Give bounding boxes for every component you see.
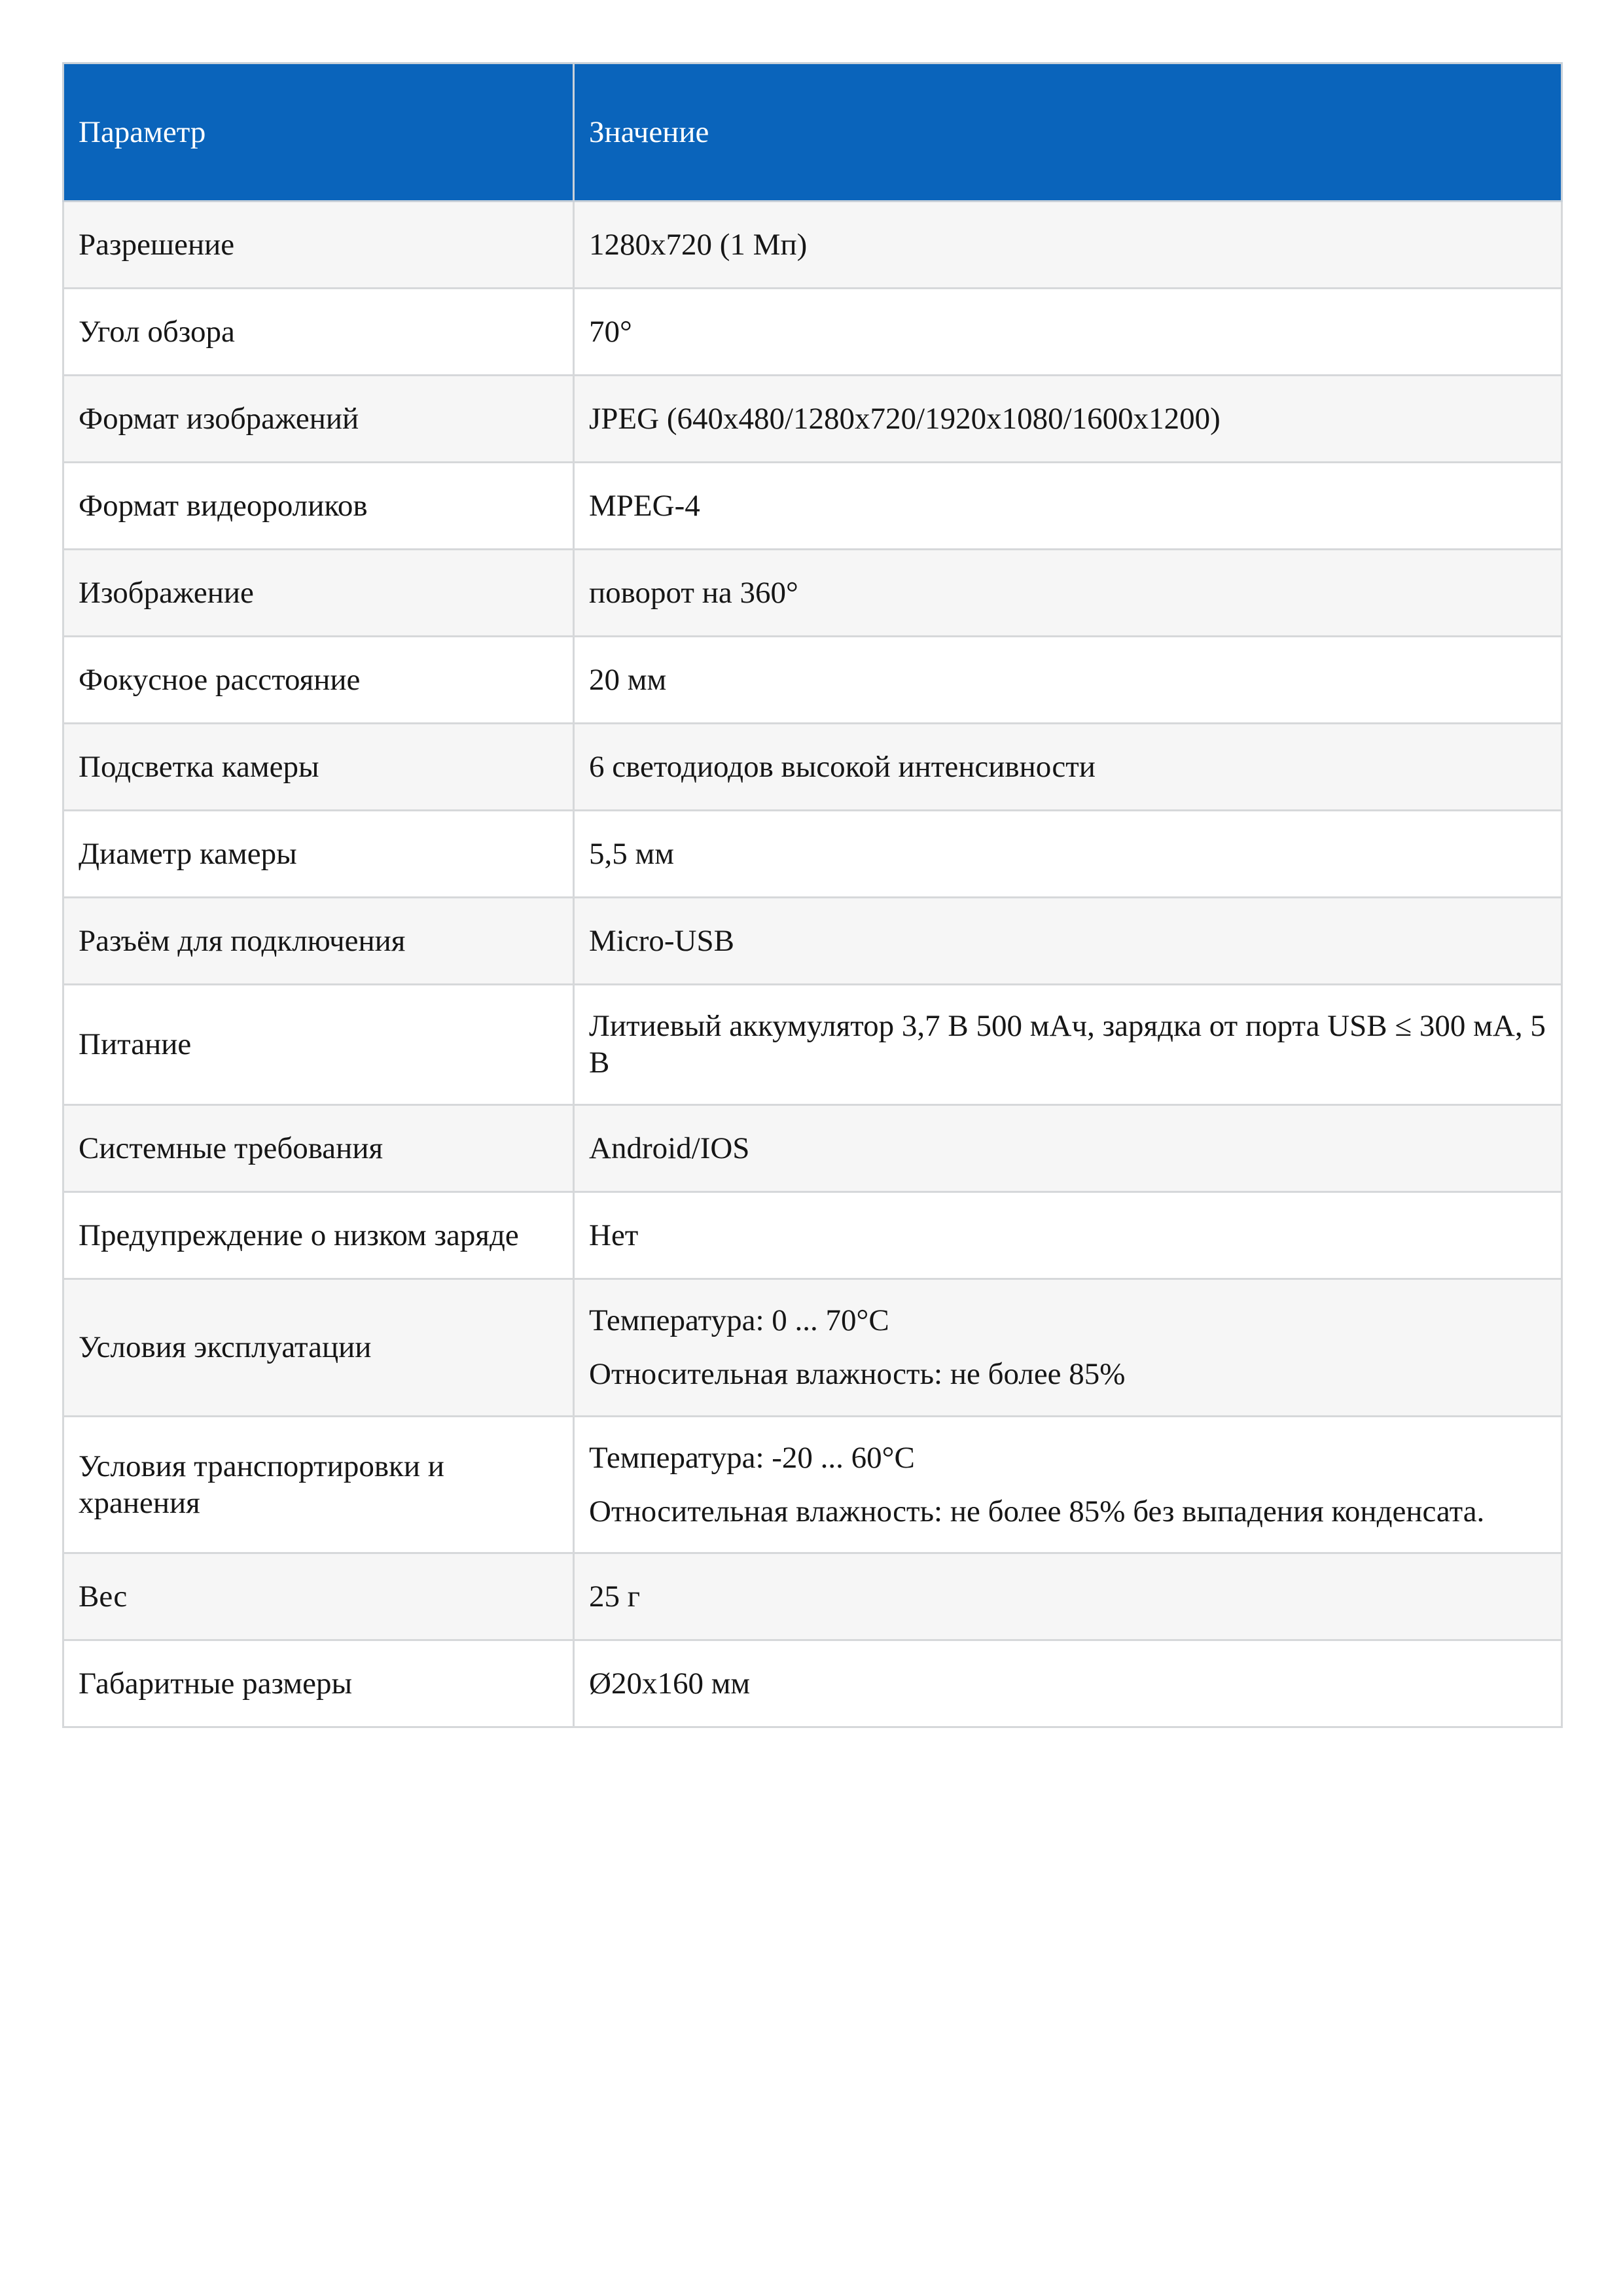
value-cell — [574, 985, 1562, 1105]
value-line: Android/IOS — [589, 1131, 750, 1165]
table-row — [63, 463, 1562, 550]
param-cell: Изображение — [63, 550, 574, 637]
param-cell: Предупреждение о низком заряде — [63, 1192, 574, 1279]
param-cell: Формат видеороликов — [63, 463, 574, 550]
table-row — [63, 1192, 1562, 1279]
param-cell: Фокусное расстояние — [63, 637, 574, 724]
param-cell: Габаритные размеры — [63, 1640, 574, 1727]
value-cell — [574, 1192, 1562, 1279]
value-line: 6 светодиодов высокой интенсивности — [589, 749, 1096, 784]
value-cell — [574, 637, 1562, 724]
value-line: 1280x720 (1 Мп) — [589, 227, 808, 262]
value-line: Литиевый аккумулятор 3,7 В 500 мАч, зарядка от порта USB ≤ 300 мА, 5 В — [589, 1009, 1546, 1080]
param-cell: Угол обзора — [63, 289, 574, 376]
value-cell — [574, 811, 1562, 898]
table-row — [63, 376, 1562, 463]
spec-table-body — [63, 202, 1562, 1727]
value-line: Температура: 0 ... 70°C — [589, 1303, 889, 1337]
value-line: Относительная влажность: не более 85% — [589, 1357, 1126, 1392]
value-cell — [574, 724, 1562, 811]
table-row — [63, 898, 1562, 985]
table-row — [63, 1640, 1562, 1727]
param-cell: Диаметр камеры — [63, 811, 574, 898]
value-line: Ø20x160 мм — [589, 1667, 751, 1701]
table-row — [63, 202, 1562, 289]
value-line: Micro-USB — [589, 923, 734, 958]
table-row — [63, 985, 1562, 1105]
table-row — [63, 1416, 1562, 1553]
header-row — [63, 63, 1562, 202]
value-line: 20 мм — [589, 662, 667, 697]
value-line: Относительная влажность: не более 85% без выпадения конденсата. — [589, 1494, 1485, 1528]
spec-table — [62, 62, 1563, 1728]
value-cell — [574, 550, 1562, 637]
param-cell: Подсветка камеры — [63, 724, 574, 811]
value-line: Температура: -20 ... 60°C — [589, 1440, 915, 1475]
table-row — [63, 811, 1562, 898]
value-cell — [574, 376, 1562, 463]
header-cell-param: Параметр — [63, 63, 574, 202]
value-cell — [574, 1553, 1562, 1640]
param-cell: Вес — [63, 1553, 574, 1640]
param-cell: Условия транспортировки и хранения — [63, 1416, 574, 1553]
param-cell: Разрешение — [63, 202, 574, 289]
value-line: 25 г — [589, 1580, 641, 1614]
table-row — [63, 550, 1562, 637]
value-cell — [574, 1279, 1562, 1416]
value-line: JPEG (640x480/1280x720/1920x1080/1600x1200) — [589, 401, 1221, 436]
value-cell — [574, 1640, 1562, 1727]
value-cell — [574, 202, 1562, 289]
spec-table-header — [63, 63, 1562, 202]
value-cell — [574, 1104, 1562, 1192]
header-cell-value: Значение — [574, 63, 1562, 202]
param-cell: Формат изображений — [63, 376, 574, 463]
value-line: Нет — [589, 1218, 639, 1252]
table-row — [63, 637, 1562, 724]
param-cell: Условия эксплуатации — [63, 1279, 574, 1416]
table-row — [63, 1104, 1562, 1192]
table-row — [63, 1279, 1562, 1416]
table-row — [63, 289, 1562, 376]
param-cell: Разъём для подключения — [63, 898, 574, 985]
param-cell: Системные требования — [63, 1104, 574, 1192]
value-cell — [574, 289, 1562, 376]
value-line: MPEG-4 — [589, 488, 700, 523]
value-line: 70° — [589, 314, 632, 349]
value-line: поворот на 360° — [589, 575, 798, 610]
param-cell: Питание — [63, 985, 574, 1105]
value-line: 5,5 мм — [589, 836, 674, 871]
value-cell — [574, 898, 1562, 985]
value-cell — [574, 1416, 1562, 1553]
value-cell — [574, 463, 1562, 550]
table-row — [63, 1553, 1562, 1640]
table-row — [63, 724, 1562, 811]
